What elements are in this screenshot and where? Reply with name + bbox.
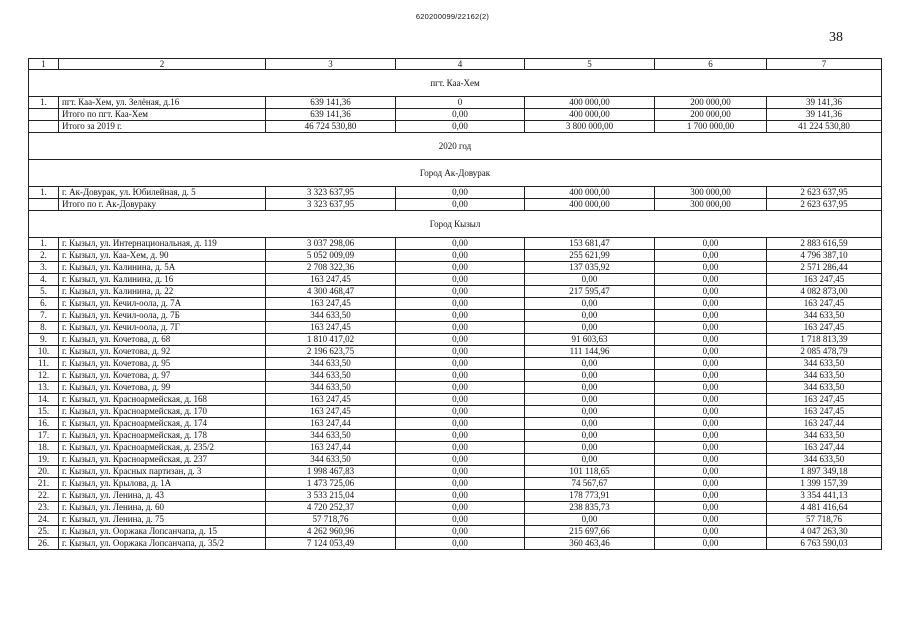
value-col4: 0,00 [396,250,525,262]
value-col5: 3 800 000,00 [525,121,655,133]
value-col7: 344 633,50 [767,382,882,394]
table-row [29,187,882,199]
value-col7: 344 633,50 [767,370,882,382]
value-col4: 0,00 [396,346,525,358]
value-col6: 0,00 [655,454,767,466]
value-col6: 0,00 [655,502,767,514]
row-number: 26. [29,538,59,550]
value-col3: 639 141,36 [266,109,396,121]
value-col6: 0,00 [655,514,767,526]
value-col6: 0,00 [655,370,767,382]
table-row [29,382,882,394]
address-cell: г. Кызыл, ул. Калинина, д. 16 [59,274,266,286]
row-number-empty [29,121,59,133]
value-col4: 0,00 [396,502,525,514]
value-col6: 0,00 [655,478,767,490]
value-col7: 4 796 387,10 [767,250,882,262]
value-col6: 0,00 [655,274,767,286]
value-col3: 344 633,50 [266,454,396,466]
value-col7: 2 623 637,95 [767,187,882,199]
value-col7: 39 141,36 [767,97,882,109]
value-col4: 0,00 [396,238,525,250]
value-col4: 0,00 [396,478,525,490]
value-col3: 4 300 468,47 [266,286,396,298]
value-col3: 3 323 637,95 [266,187,396,199]
value-col5: 0,00 [525,514,655,526]
value-col5: 360 463,46 [525,538,655,550]
total-row [29,121,882,133]
row-number: 24. [29,514,59,526]
value-col5: 0,00 [525,406,655,418]
value-col5: 0,00 [525,370,655,382]
value-col4: 0,00 [396,334,525,346]
address-cell: г. Кызыл, ул. Ооржака Лопсанчапа, д. 15 [59,526,266,538]
year-header [29,133,882,160]
value-col5: 0,00 [525,394,655,406]
value-col7: 1 718 813,39 [767,334,882,346]
value-col4: 0,00 [396,298,525,310]
address-cell: г. Кызыл, ул. Калинина, д. 22 [59,286,266,298]
table-row [29,238,882,250]
value-col5: 0,00 [525,430,655,442]
value-col6: 0,00 [655,358,767,370]
value-col6: 0,00 [655,298,767,310]
row-number: 5. [29,286,59,298]
value-col5: 137 035,92 [525,262,655,274]
table-row [29,250,882,262]
value-col7: 4 047 263,30 [767,526,882,538]
value-col6: 300 000,00 [655,187,767,199]
address-cell: г. Кызыл, ул. Красноармейская, д. 178 [59,430,266,442]
page-number: 38 [829,30,843,45]
address-cell: г. Кызыл, ул. Красноармейская, д. 168 [59,394,266,406]
row-number: 4. [29,274,59,286]
value-col4: 0,00 [396,109,525,121]
value-col7: 4 481 416,64 [767,502,882,514]
column-header: 2 [59,59,266,70]
table-row [29,430,882,442]
row-number: 14. [29,394,59,406]
value-col7: 1 399 157,39 [767,478,882,490]
value-col5: 153 681,47 [525,238,655,250]
table-row [29,418,882,430]
row-number: 1. [29,97,59,109]
column-number-row [29,59,882,70]
value-col5: 0,00 [525,274,655,286]
value-col4: 0,00 [396,466,525,478]
value-col5: 0,00 [525,358,655,370]
address-cell: г. Кызыл, ул. Каа-Хем, д. 90 [59,250,266,262]
value-col5: 0,00 [525,298,655,310]
value-col6: 0,00 [655,442,767,454]
value-col3: 57 718,76 [266,514,396,526]
table-row [29,502,882,514]
value-col7: 163 247,44 [767,418,882,430]
value-col3: 344 633,50 [266,370,396,382]
address-cell: г. Кызыл, ул. Красноармейская, д. 235/2 [59,442,266,454]
row-number: 22. [29,490,59,502]
value-col3: 4 262 960,96 [266,526,396,538]
table-row [29,334,882,346]
value-col5: 255 621,99 [525,250,655,262]
table-row [29,454,882,466]
value-col5: 0,00 [525,454,655,466]
address-cell: г. Ак-Довурак, ул. Юбилейная, д. 5 [59,187,266,199]
value-col3: 344 633,50 [266,310,396,322]
value-col5: 0,00 [525,442,655,454]
section-title [29,160,882,187]
value-col7: 163 247,45 [767,298,882,310]
value-col7: 163 247,45 [767,394,882,406]
value-col6: 0,00 [655,262,767,274]
value-col6: 0,00 [655,310,767,322]
column-header: 6 [655,59,767,70]
value-col4: 0,00 [396,418,525,430]
value-col6: 0,00 [655,418,767,430]
value-col6: 200 000,00 [655,97,767,109]
row-number: 18. [29,442,59,454]
row-number: 1. [29,238,59,250]
value-col3: 163 247,45 [266,322,396,334]
value-col6: 0,00 [655,430,767,442]
table-row [29,298,882,310]
value-col4: 0,00 [396,262,525,274]
value-col5: 400 000,00 [525,199,655,211]
value-col6: 0,00 [655,538,767,550]
value-col6: 1 700 000,00 [655,121,767,133]
value-col7: 2 623 637,95 [767,199,882,211]
value-col3: 163 247,45 [266,406,396,418]
value-col4: 0,00 [396,310,525,322]
value-col3: 2 708 322,36 [266,262,396,274]
table-row [29,406,882,418]
row-number: 16. [29,418,59,430]
table-row [29,394,882,406]
address-cell: пгт. Каа-Хем, ул. Зелёная, д.16 [59,97,266,109]
address-cell: г. Кызыл, ул. Кечил-оола, д. 7А [59,298,266,310]
value-col3: 163 247,44 [266,442,396,454]
value-col3: 3 037 298,06 [266,238,396,250]
section-title-label: Город Ак-Довурак [29,160,882,187]
value-col4: 0,00 [396,538,525,550]
row-number: 1. [29,187,59,199]
row-number: 2. [29,250,59,262]
row-number: 9. [29,334,59,346]
value-col4: 0,00 [396,187,525,199]
value-col4: 0,00 [396,394,525,406]
value-col3: 5 052 009,09 [266,250,396,262]
document-id: 620200099/22162(2) [415,12,490,21]
row-number: 21. [29,478,59,490]
address-cell: г. Кызыл, ул. Калинина, д. 5А [59,262,266,274]
column-header: 7 [767,59,882,70]
table-row [29,538,882,550]
value-col4: 0,00 [396,322,525,334]
scan-edge [0,632,905,636]
value-col5: 238 835,73 [525,502,655,514]
row-number: 15. [29,406,59,418]
section-title-label: Город Кызыл [29,211,882,238]
value-col7: 4 082 873,00 [767,286,882,298]
table-row [29,310,882,322]
value-col6: 0,00 [655,238,767,250]
column-header: 1 [29,59,59,70]
value-col6: 0,00 [655,466,767,478]
value-col3: 344 633,50 [266,358,396,370]
table-row [29,442,882,454]
value-col7: 1 897 349,18 [767,466,882,478]
value-col3: 7 124 053,49 [266,538,396,550]
section-title [29,70,882,97]
value-col7: 163 247,45 [767,322,882,334]
value-col4: 0,00 [396,274,525,286]
value-col3: 639 141,36 [266,97,396,109]
value-col4: 0,00 [396,382,525,394]
value-col7: 163 247,45 [767,274,882,286]
address-cell: г. Кызыл, ул. Красных партизан, д. 3 [59,466,266,478]
table-row [29,526,882,538]
value-col7: 39 141,36 [767,109,882,121]
value-col6: 0,00 [655,406,767,418]
row-number: 23. [29,502,59,514]
value-col6: 200 000,00 [655,109,767,121]
value-col4: 0,00 [396,526,525,538]
table-row [29,346,882,358]
value-col7: 344 633,50 [767,430,882,442]
address-cell: г. Кызыл, ул. Кочетова, д. 92 [59,346,266,358]
table-row [29,370,882,382]
row-number: 7. [29,310,59,322]
row-number-empty [29,199,59,211]
value-col4: 0,00 [396,199,525,211]
address-cell: г. Кызыл, ул. Ооржака Лопсанчапа, д. 35/2 [59,538,266,550]
value-col3: 4 720 252,37 [266,502,396,514]
value-col3: 1 473 725,06 [266,478,396,490]
value-col7: 344 633,50 [767,310,882,322]
address-cell: г. Кызыл, ул. Ленина, д. 60 [59,502,266,514]
row-number: 17. [29,430,59,442]
value-col7: 163 247,45 [767,406,882,418]
value-col5: 111 144,96 [525,346,655,358]
row-number-empty [29,109,59,121]
value-col3: 163 247,44 [266,418,396,430]
section-title [29,211,882,238]
value-col7: 2 085 478,79 [767,346,882,358]
table-row [29,514,882,526]
value-col5: 0,00 [525,418,655,430]
total-label: Итого по пгт. Каа-Хем [59,109,266,121]
value-col7: 41 224 530,80 [767,121,882,133]
address-cell: г. Кызыл, ул. Кечил-оола, д. 7Г [59,322,266,334]
address-cell: г. Кызыл, ул. Крылова, д. 1А [59,478,266,490]
column-header: 4 [396,59,525,70]
value-col5: 400 000,00 [525,187,655,199]
value-col5: 400 000,00 [525,97,655,109]
table-row [29,274,882,286]
row-number: 12. [29,370,59,382]
value-col7: 2 883 616,59 [767,238,882,250]
column-header: 5 [525,59,655,70]
value-col6: 0,00 [655,526,767,538]
table-row [29,286,882,298]
value-col3: 344 633,50 [266,382,396,394]
value-col4: 0,00 [396,406,525,418]
column-header: 3 [266,59,396,70]
value-col5: 0,00 [525,322,655,334]
value-col4: 0,00 [396,430,525,442]
address-cell: г. Кызыл, ул. Кочетова, д. 95 [59,358,266,370]
value-col4: 0,00 [396,121,525,133]
address-cell: г. Кызыл, ул. Кечил-оола, д. 7Б [59,310,266,322]
total-label: Итого по г. Ак-Довураку [59,199,266,211]
address-cell: г. Кызыл, ул. Ленина, д. 75 [59,514,266,526]
value-col5: 0,00 [525,382,655,394]
address-cell: г. Кызыл, ул. Кочетова, д. 97 [59,370,266,382]
total-label: Итого за 2019 г. [59,121,266,133]
value-col5: 91 603,63 [525,334,655,346]
value-col7: 57 718,76 [767,514,882,526]
value-col6: 300 000,00 [655,199,767,211]
value-col5: 178 773,91 [525,490,655,502]
table-row [29,490,882,502]
address-cell: г. Кызыл, ул. Красноармейская, д. 174 [59,418,266,430]
value-col3: 1 810 417,02 [266,334,396,346]
table-row [29,97,882,109]
value-col3: 1 998 467,83 [266,466,396,478]
value-col4: 0,00 [396,358,525,370]
value-col6: 0,00 [655,346,767,358]
table-row [29,478,882,490]
value-col6: 0,00 [655,286,767,298]
value-col3: 46 724 530,80 [266,121,396,133]
value-col4: 0,00 [396,490,525,502]
table-row [29,262,882,274]
year-header-label: 2020 год [29,133,882,160]
row-number: 8. [29,322,59,334]
row-number: 10. [29,346,59,358]
address-cell: г. Кызыл, ул. Интернациональная, д. 119 [59,238,266,250]
value-col6: 0,00 [655,322,767,334]
value-col4: 0,00 [396,370,525,382]
value-col5: 74 567,67 [525,478,655,490]
value-col5: 101 118,65 [525,466,655,478]
address-cell: г. Кызыл, ул. Кочетова, д. 99 [59,382,266,394]
value-col3: 163 247,45 [266,298,396,310]
value-col7: 344 633,50 [767,454,882,466]
value-col7: 163 247,44 [767,442,882,454]
value-col6: 0,00 [655,334,767,346]
row-number: 25. [29,526,59,538]
row-number: 13. [29,382,59,394]
value-col6: 0,00 [655,394,767,406]
value-col7: 3 354 441,13 [767,490,882,502]
row-number: 11. [29,358,59,370]
address-cell: г. Кызыл, ул. Красноармейская, д. 237 [59,454,266,466]
value-col3: 163 247,45 [266,274,396,286]
row-number: 3. [29,262,59,274]
value-col5: 215 697,66 [525,526,655,538]
address-cell: г. Кызыл, ул. Кочетова, д. 68 [59,334,266,346]
value-col6: 0,00 [655,490,767,502]
row-number: 20. [29,466,59,478]
address-cell: г. Кызыл, ул. Красноармейская, д. 170 [59,406,266,418]
section-title-label: пгт. Каа-Хем [29,70,882,97]
value-col6: 0,00 [655,250,767,262]
table-row [29,322,882,334]
value-col4: 0,00 [396,454,525,466]
value-col5: 0,00 [525,310,655,322]
value-col7: 6 763 590,03 [767,538,882,550]
value-col4: 0,00 [396,514,525,526]
row-number: 19. [29,454,59,466]
value-col4: 0 [396,97,525,109]
value-col3: 3 533 215,04 [266,490,396,502]
value-col4: 0,00 [396,442,525,454]
value-col6: 0,00 [655,382,767,394]
value-col7: 2 571 286,44 [767,262,882,274]
total-row [29,199,882,211]
value-col5: 217 595,47 [525,286,655,298]
address-cell: г. Кызыл, ул. Ленина, д. 43 [59,490,266,502]
value-col7: 344 633,50 [767,358,882,370]
value-col3: 344 633,50 [266,430,396,442]
table-row [29,466,882,478]
value-col3: 163 247,45 [266,394,396,406]
total-row [29,109,882,121]
value-col3: 3 323 637,95 [266,199,396,211]
value-col4: 0,00 [396,286,525,298]
funding-table [28,58,882,550]
table-row [29,358,882,370]
value-col3: 2 196 623,75 [266,346,396,358]
value-col5: 400 000,00 [525,109,655,121]
row-number: 6. [29,298,59,310]
